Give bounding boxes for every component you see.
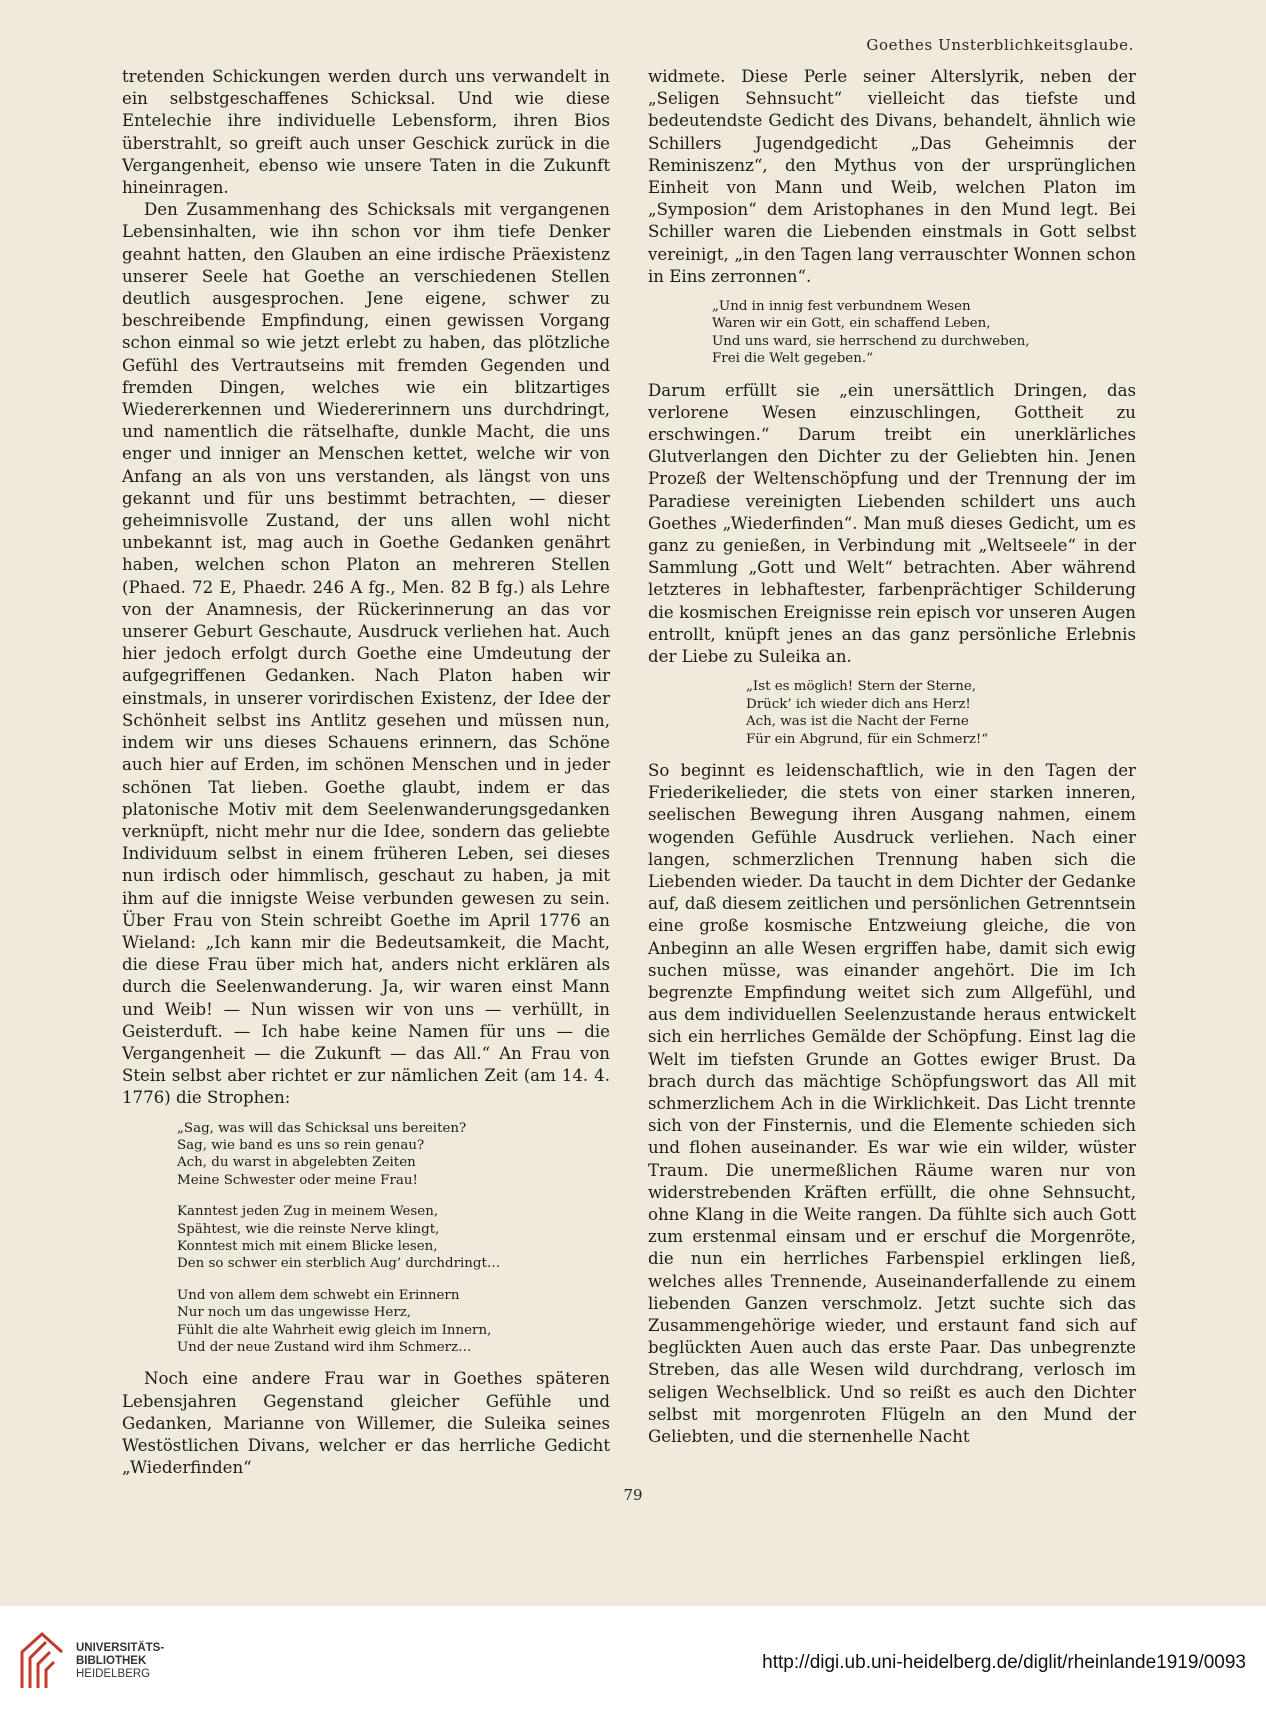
verse-line: Waren wir ein Gott, ein schaffend Leben, bbox=[712, 316, 991, 332]
verse-line: Nur noch um das ungewisse Herz, bbox=[177, 1305, 412, 1321]
verse-stanza bbox=[746, 678, 1136, 748]
left-paragraph-3: Noch eine andere Frau war in Goethes späteren Lebensjahren Gegenstand gleicher Gefühle und Gedanken, Marianne von Willemer, die Suleika seines Westöstlichen Divans, welcher er das herrliche Gedicht „Wiederfinden“ bbox=[122, 1369, 610, 1478]
right-paragraph-1: widmete. Diese Perle seiner Alterslyrik, neben der „Seligen Sehnsucht“ vielleicht das tiefste und bedeutendste Gedicht des Divans, behandelt, ähnlich wie Schillers Jugendgedicht „Das Geheimnis der Reminiszenz“, den Mythus von der ursprünglichen Einheit von Mann und Weib, welchen Platon im „Symposion“ dem Aristophanes in den Mund legt. Bei Schiller waren die Liebenden einstmals in Gott selbst vereinigt, „in den Tagen lang verrauschter Wonnen schon in Eins zerronnen“. bbox=[648, 67, 1136, 286]
verse-stanza bbox=[177, 1120, 610, 1190]
verse-line: Ach, was ist die Nacht der Ferne bbox=[746, 714, 969, 730]
verse-stanza bbox=[712, 298, 1136, 368]
library-name bbox=[76, 1642, 164, 1681]
viewer-footer bbox=[0, 1606, 1266, 1724]
library-name-line-3: HEIDELBERG bbox=[76, 1668, 151, 1680]
library-name-line-2: BIBLIOTHEK bbox=[76, 1655, 147, 1667]
verse-stanza bbox=[177, 1287, 610, 1357]
verse-line: Kanntest jeden Zug in meinem Wesen, bbox=[177, 1204, 439, 1220]
verse-line: Und von allem dem schwebt ein Erinnern bbox=[177, 1287, 460, 1303]
running-head: Goethes Unsterblichkeitsglaube. bbox=[866, 36, 1134, 54]
verse-line: Spähtest, wie die reinste Nerve klingt, bbox=[177, 1221, 440, 1237]
left-verse-block bbox=[122, 1120, 610, 1357]
verse-line: Meine Schwester oder meine Frau! bbox=[177, 1172, 418, 1188]
right-verse-block-1 bbox=[648, 298, 1136, 368]
verse-line: Fühlt die alte Wahrheit ewig gleich im Innern, bbox=[177, 1322, 492, 1338]
verse-line: „Ist es möglich! Stern der Sterne, bbox=[746, 679, 977, 695]
verse-line: Und der neue Zustand wird ihm Schmerz… bbox=[177, 1340, 472, 1356]
page-number: 79 bbox=[623, 1486, 643, 1504]
verse-stanza bbox=[177, 1203, 610, 1273]
left-paragraph-2: Den Zusammenhang des Schicksals mit vergangenen Lebensinhalten, wie ihn schon vor ihm tiefe Denker geahnt hatten, den Glauben an eine irdische Präexistenz unserer Seele hat Goethe an verschiedenen Stellen deutlich ausgesprochen. Jene eigene, schwer zu beschreibende Empfindung, einen gewissen Vorgang schon einmal so wie jetzt erlebt zu haben, das plötzliche Gefühl des Vertrautseins mit fremden Gegenden und fremden Dingen, welches wie ein blitzartiges Wiedererkennen und Wiedererinnern uns durchdringt, und namentlich die rätselhafte, dunkle Macht, die uns enger und inniger an Menschen kettet, welche wir von Anfang an als von uns verstanden, als längst von uns gekannt und für uns bestimmt betrachten, — dieser geheimnisvolle Zustand, der uns allen wohl nicht unbekannt ist, mag auch in Goethe Gedanken genährt haben, welchen schon Platon an mehreren Stellen (Phaed. 72 E, Phaedr. 246 A fg., Men. 82 B fg.) als Lehre von der Anamnesis, der Rückerinnerung an das vor unserer Geburt Geschaute, Ausdruck verliehen hat. Auch hier jedoch erfolgt durch Goethe eine Umdeutung der aufgegriffenen Gedanken. Nach Platon haben wir einstmals, in unserer vorirdischen Existenz, der Idee der Schönheit selbst ins Antlitz gesehen und müssen nun, indem wir uns dieses Schauens erinnern, das Schöne auch hier auf Erden, im schönen Menschen und in jeder schönen Tat lieben. Goethe glaubt, indem er das platonische Motiv mit dem Seelenwanderungsgedanken verknüpft, nicht mehr nur die Idee, sondern das geliebte Individuum selbst in einem früheren Leben, sei dieses nun irdisch oder himmlisch, geschaut zu haben, ja mit ihm auf die innigste Weise verbunden gewesen zu sein. Über Frau von Stein schreibt Goethe im April 1776 an Wieland: „Ich kann mir die Bedeutsamkeit, die Macht, die diese Frau über mich hat, anders nicht erklären als durch die Seelenwanderung. Ja, wir waren einst Mann und Weib! — Nun wissen wir von uns — verhüllt, in Geisterduft. — Ich habe keine Namen für uns — die Vergangenheit — die Zukunft — das All.“ An Frau von Stein selbst aber richtet er zur nämlichen Zeit (am 14. 4. 1776) die Strophen: bbox=[122, 200, 610, 1108]
right-paragraph-2: Darum erfüllt sie „ein unersättlich Dringen, das verlorene Wesen einzuschlingen, Gottheit zu erschwingen.“ Darum treibt ein unerklärliches Glutverlangen den Dichter zu der Geliebten hin. Jenen Prozeß der Weltenschöpfung und der Trennung der im Paradiese vereinigten Liebenden schildert uns auch Goethes „Wiederfinden“. Man muß dieses Gedicht, um es ganz zu genießen, in Verbindung mit „Weltseele“ in der Sammlung „Gott und Welt“ betrachten. Aber während letzteres in lebhaftester, farbenprächtiger Schilderung die kosmischen Ereignisse rein episch vor unseren Augen entrollt, knüpft jenes an das ganz persönliche Erlebnis der Liebe zu Suleika an. bbox=[648, 380, 1136, 667]
verse-line: „Und in innig fest verbundnem Wesen bbox=[712, 299, 971, 315]
right-paragraph-3: So beginnt es leidenschaftlich, wie in den Tagen der Friederikelieder, die stets von einer starken inneren, seelischen Bewegung ihren Ausgang nahmen, einem wogenden Gefühle Ausdruck verliehen. Nach einer langen, schmerzlichen Trennung haben sich die Liebenden wieder. Da taucht in dem Dichter der Gedanke auf, daß diesem zeitlichen und persönlichen Getrenntsein eine große kosmische Entzweiung gleiche, die von Anbeginn an alle Wesen ergriffen habe, damit sich ewig suchen müsse, was einander angehört. Die im Ich begrenzte Empfindung weitet sich zum Allgefühl, und aus dem individuellen Seelenzustande heraus entwickelt sich ein herrliches Gemälde der Schöpfung. Einst lag die Welt im tiefsten Grunde an Gottes ewiger Brust. Da brach durch das mächtige Schöpfungswort das All mit schmerzlichem Ach in die Wirklichkeit. Das Licht trennte sich von der Finsternis, und die Elemente schieden sich und flohen auseinander. Es war wie ein wilder, wüster Traum. Die unermeßlichen Räume waren nur von widerstrebenden Kräften erfüllt, die ohne Sehnsucht, ohne Klang in die Weite rangen. Da fühlte sich auch Gott zum erstenmal einsam und er erschuf die Morgenröte, die nun ein herrliches Farbenspiel erklingen ließ, welches alles Trennende, Auseinanderfallende zu einem liebenden Ganzen verschmolz. Jetzt suchte sich das Zusammengehörige wieder, und erstaunt fand sich auf beglückten Auen auch das erste Paar. Das unbegrenzte Streben, das alle Wesen wild durchdrang, verlosch im seligen Wechselblick. Und so reißt es auch den Dichter selbst mit morgenroten Flügeln an den Mund der Geliebten, und die sternenhelle Nacht bbox=[648, 760, 1136, 1447]
verse-line: Den so schwer ein sterblich Aug’ durchdringt… bbox=[177, 1256, 501, 1272]
verse-line: Und uns ward, sie herrschend zu durchweben, bbox=[712, 333, 1030, 349]
right-verse-block-2 bbox=[648, 678, 1136, 748]
library-name-line-1: UNIVERSITÄTS- bbox=[76, 1642, 165, 1654]
left-column bbox=[122, 66, 610, 1479]
verse-line: Konntest mich mit einem Blicke lesen, bbox=[177, 1238, 438, 1254]
right-column bbox=[648, 66, 1136, 1448]
verse-line: Ach, du warst in abgelebten Zeiten bbox=[177, 1155, 416, 1171]
verse-line: „Sag, was will das Schicksal uns bereiten? bbox=[177, 1120, 467, 1136]
verse-line: Drück’ ich wieder dich ans Herz! bbox=[746, 696, 971, 712]
ub-heidelberg-logo-icon bbox=[14, 1628, 70, 1692]
verse-line: Frei die Welt gegeben.“ bbox=[712, 351, 873, 367]
verse-line: Sag, wie band es uns so rein genau? bbox=[177, 1137, 425, 1153]
verse-line: Für ein Abgrund, für ein Schmerz!“ bbox=[746, 731, 989, 747]
permalink-url[interactable]: http://digi.ub.uni-heidelberg.de/diglit/rheinlande1919/0093 bbox=[762, 1652, 1246, 1673]
left-paragraph-1: tretenden Schickungen werden durch uns verwandelt in ein selbstgeschaffenes Schicksal. Und wie diese Entelechie ihre individuelle Lebensform, ihren Bios überstrahlt, so greift auch unser Geschick zurück in die Vergangenheit, ebenso wie unsere Taten in die Zukunft hineinragen. bbox=[122, 67, 610, 198]
